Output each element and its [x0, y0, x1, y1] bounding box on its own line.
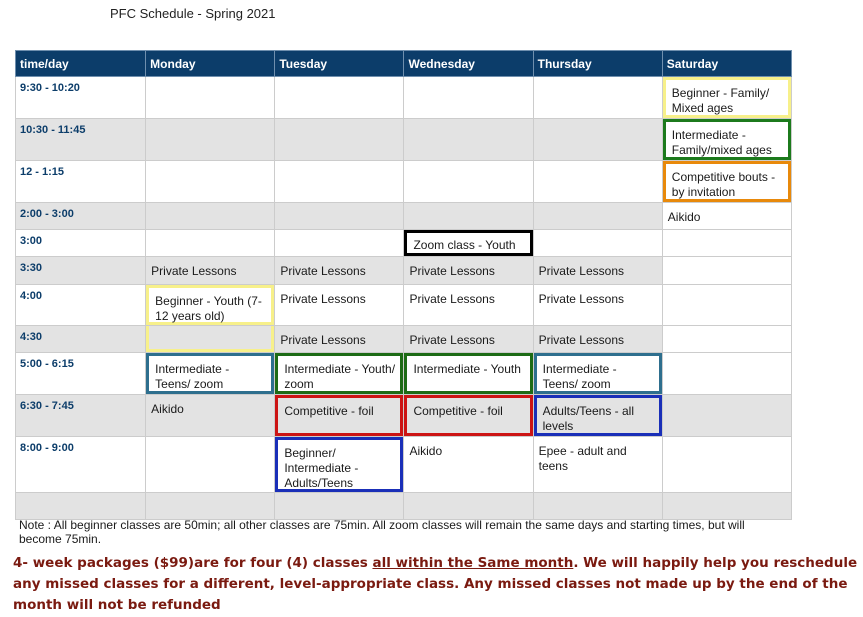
schedule-cell	[275, 119, 404, 161]
schedule-cell	[275, 77, 404, 119]
class-block-zoom-youth: Zoom class - Youth	[404, 230, 532, 256]
schedule-cell	[662, 326, 791, 353]
schedule-cell: Aikido	[404, 437, 533, 493]
schedule-cell	[404, 161, 533, 203]
schedule-cell: Private Lessons	[533, 326, 662, 353]
table-row	[16, 395, 792, 437]
schedule-cell	[275, 230, 404, 257]
class-block-intermediate-youth: Intermediate - Youth	[404, 353, 532, 394]
schedule-cell	[275, 493, 404, 520]
time-cell: 8:00 - 9:00	[16, 437, 146, 493]
schedule-cell: Private Lessons	[275, 326, 404, 353]
schedule-cell	[404, 395, 533, 437]
time-cell: 12 - 1:15	[16, 161, 146, 203]
table-row	[16, 230, 792, 257]
schedule-cell	[404, 203, 533, 230]
table-row	[16, 353, 792, 395]
schedule-cell: Private Lessons	[275, 257, 404, 285]
schedule-cell	[662, 77, 791, 119]
schedule-cell: Private Lessons	[404, 326, 533, 353]
table-row	[16, 437, 792, 493]
schedule-cell	[533, 77, 662, 119]
time-cell: 3:30	[16, 257, 146, 285]
schedule-cell	[146, 493, 275, 520]
time-cell: 4:00	[16, 285, 146, 326]
schedule-cell	[404, 77, 533, 119]
schedule-cell	[533, 119, 662, 161]
class-block-intermediate-teens-zoom-thu: Intermediate - Teens/ zoom	[534, 353, 662, 394]
class-block-competitive-foil-tue: Competitive - foil	[275, 395, 403, 436]
package-text-end: . We will happily help you reschedule any missed classes for a different, level-appropriate class. Any missed classes not made up by the end of the month will not be refunded	[13, 555, 858, 613]
schedule-cell	[146, 161, 275, 203]
schedule-cell	[146, 77, 275, 119]
class-block-intermediate-teens-zoom: Intermediate - Teens/ zoom	[146, 353, 274, 394]
table-row	[16, 257, 792, 285]
header-wednesday: Wednesday	[404, 51, 533, 77]
schedule-cell	[275, 161, 404, 203]
schedule-cell	[404, 119, 533, 161]
header-row	[16, 51, 792, 77]
schedule-cell	[662, 437, 791, 493]
class-block-intermediate-family: Intermediate - Family/mixed ages	[663, 119, 791, 160]
header-thursday: Thursday	[533, 51, 662, 77]
schedule-cell	[662, 493, 791, 520]
time-cell: 10:30 - 11:45	[16, 119, 146, 161]
schedule-cell: Private Lessons	[533, 257, 662, 285]
schedule-cell	[275, 437, 404, 493]
schedule-cell: Epee - adult and teens	[533, 437, 662, 493]
time-cell: 5:00 - 6:15	[16, 353, 146, 395]
class-block-intermediate-youth-zoom: Intermediate - Youth/ zoom	[275, 353, 403, 394]
schedule-cell: Private Lessons	[146, 257, 275, 285]
schedule-cell: Aikido	[146, 395, 275, 437]
schedule-cell: Private Lessons	[275, 285, 404, 326]
schedule-cell	[146, 230, 275, 257]
table-row	[16, 493, 792, 520]
table-row	[16, 326, 792, 353]
schedule-cell	[275, 353, 404, 395]
class-block-beginner-intermediate-adults: Beginner/ Intermediate - Adults/Teens	[275, 437, 403, 492]
schedule-cell	[146, 203, 275, 230]
schedule-cell	[146, 285, 275, 326]
header-tuesday: Tuesday	[275, 51, 404, 77]
schedule-cell	[275, 395, 404, 437]
page-title: PFC Schedule - Spring 2021	[110, 6, 276, 21]
schedule-cell	[662, 161, 791, 203]
class-block-competitive-bouts: Competitive bouts - by invitation	[663, 161, 791, 202]
package-notice	[13, 553, 861, 616]
header-monday: Monday	[146, 51, 275, 77]
schedule-cell	[533, 161, 662, 203]
schedule-cell	[533, 395, 662, 437]
schedule-cell	[275, 203, 404, 230]
table-row	[16, 203, 792, 230]
footnote: Note : All beginner classes are 50min; all other classes are 75min. All zoom classes will remain the same days and starting times, but will become 75min.	[19, 518, 745, 546]
schedule-cell: Aikido	[662, 203, 791, 230]
schedule-cell	[662, 285, 791, 326]
schedule-cell	[146, 353, 275, 395]
schedule-cell	[146, 326, 275, 353]
schedule-table	[15, 50, 792, 520]
table-row	[16, 119, 792, 161]
time-cell	[16, 493, 146, 520]
time-cell: 9:30 - 10:20	[16, 77, 146, 119]
time-cell: 4:30	[16, 326, 146, 353]
class-block-competitive-foil-wed: Competitive - foil	[404, 395, 532, 436]
class-block-adults-teens: Adults/Teens - all levels	[534, 395, 662, 436]
schedule-cell	[404, 353, 533, 395]
schedule-cell	[662, 119, 791, 161]
schedule-cell	[662, 257, 791, 285]
schedule-cell	[146, 437, 275, 493]
time-cell: 3:00	[16, 230, 146, 257]
schedule-cell: Private Lessons	[533, 285, 662, 326]
package-text-underlined: all within the Same month	[372, 555, 574, 571]
header-time-day: time/day	[16, 51, 146, 77]
schedule-cell	[146, 119, 275, 161]
schedule-cell	[404, 493, 533, 520]
table-row	[16, 285, 792, 326]
class-block-beginner-family: Beginner - Family/ Mixed ages	[663, 77, 791, 118]
schedule-cell	[533, 493, 662, 520]
schedule-cell	[404, 230, 533, 257]
time-cell: 2:00 - 3:00	[16, 203, 146, 230]
schedule-cell	[533, 230, 662, 257]
time-cell: 6:30 - 7:45	[16, 395, 146, 437]
schedule-cell	[533, 203, 662, 230]
schedule-cell	[533, 353, 662, 395]
class-block-beginner-youth-continued	[146, 326, 274, 352]
table-row	[16, 161, 792, 203]
class-block-beginner-youth: Beginner - Youth (7-12 years old)	[146, 285, 274, 325]
schedule-cell: Private Lessons	[404, 285, 533, 326]
table-row	[16, 77, 792, 119]
schedule-cell: Private Lessons	[404, 257, 533, 285]
schedule-cell	[662, 353, 791, 395]
header-saturday: Saturday	[662, 51, 791, 77]
schedule-cell	[662, 230, 791, 257]
schedule-cell	[662, 395, 791, 437]
package-text-start: 4- week packages ($99)are for four (4) classes	[13, 555, 373, 571]
